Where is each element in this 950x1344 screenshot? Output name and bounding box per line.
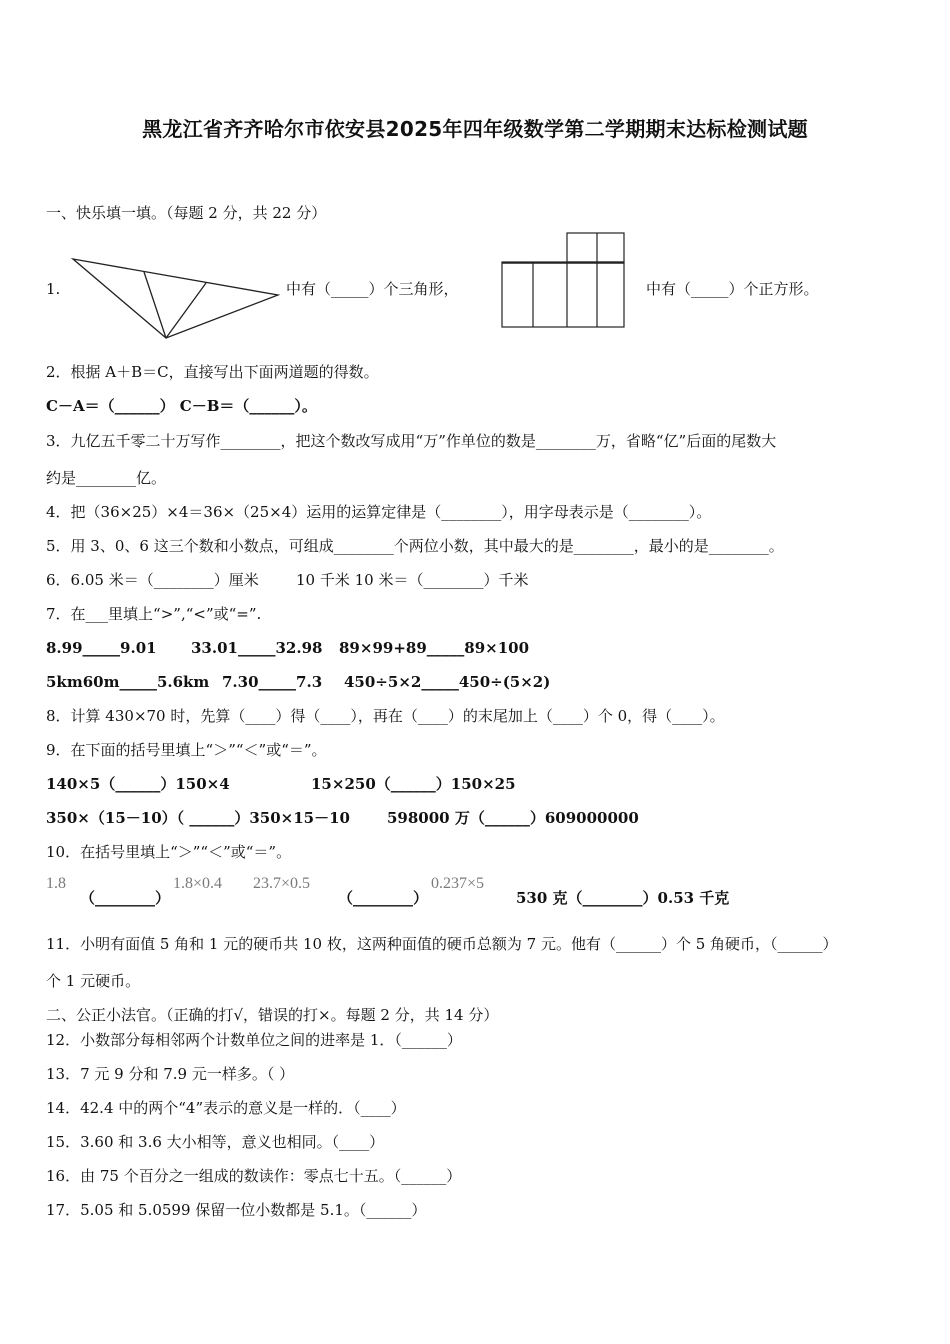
q8-text: 8．计算 430×70 时，先算（____）得（____），再在（____）的末尾加上（____）个 0，得（____）。: [46, 707, 725, 725]
q7-r1-c2: 33.01_____32.98: [191, 639, 323, 657]
q3-line2: 约是________亿。: [46, 469, 167, 487]
section-1-heading: 一、快乐填一填。（每题 2 分，共 22 分）: [46, 204, 327, 222]
q7-r1-c1: 8.99_____9.01: [46, 639, 157, 657]
tf-item-12: 12．小数部分每相邻两个计数单位之间的进率是 1．（______）: [46, 1031, 462, 1049]
q10-expr-3: 23.7×0.5: [253, 875, 311, 892]
tf-item-14: 14．42.4 中的两个“4”表示的意义是一样的．（____）: [46, 1099, 406, 1117]
q9-b: 15×250（______）150×25: [311, 775, 516, 793]
q10-expr-5: 530 克（________）0.53 千克: [516, 889, 730, 907]
page-title: 黑龙江省齐齐哈尔市依安县2025年四年级数学第二学期期末达标检测试题: [142, 117, 808, 141]
q7-r2-c2: 7.30_____7.3: [222, 673, 323, 691]
q5-text: 5．用 3、0、6 这三个数和小数点，可组成________个两位小数，其中最大的是________，最小的是________。: [46, 537, 784, 555]
triangle-figure: [70, 255, 282, 341]
q10-expr-2: 1.8×0.4: [173, 875, 223, 892]
q7-intro: 7．在___里填上“>”,“<”或“=”.: [46, 605, 262, 623]
section-2-heading: 二、公正小法官。（正确的打√，错误的打×。每题 2 分，共 14 分）: [46, 1006, 499, 1024]
q9-c: 350×（15－10）（ ______）350×15－10: [46, 809, 350, 827]
q1-triangle-text: 中有（_____）个三角形，: [286, 280, 459, 298]
q2-line2: C－A＝（______） C－B＝（______）。: [46, 397, 317, 415]
q6-part-b: 10 千米 10 米＝（________）千米: [296, 571, 529, 589]
q9-d: 598000 万（______）609000000: [387, 809, 639, 827]
tf-item-17: 17．5.05 和 5.0599 保留一位小数都是 5.1。（______）: [46, 1201, 427, 1219]
q1-number: 1.: [46, 280, 61, 298]
tf-item-15: 15．3.60 和 3.6 大小相等，意义也相同。（____）: [46, 1133, 385, 1151]
q7-r2-c3: 450÷5×2_____450÷(5×2): [344, 673, 551, 691]
q6-part-a: 6．6.05 米＝（________）厘米: [46, 571, 259, 589]
q10-expr-1: 1.8: [46, 875, 66, 892]
q1-square-text: 中有（_____）个正方形。: [646, 280, 819, 298]
q7-r2-c1: 5km60m_____5.6km: [46, 673, 210, 691]
q11-line1: 11．小明有面值 5 角和 1 元的硬币共 10 枚，这两种面值的硬币总额为 7 元。他有（______）个 5 角硬币，（______）: [46, 935, 838, 953]
q10-intro: 10．在括号里填上“＞”“＜”或“＝”。: [46, 843, 292, 861]
q9-a: 140×5（______）150×4: [46, 775, 230, 793]
q4-text: 4．把（36×25）×4＝36×（25×4）运用的运算定律是（________），用字母表示是（________）。: [46, 503, 712, 521]
tf-item-16: 16．由 75 个百分之一组成的数读作：零点七十五。（______）: [46, 1167, 462, 1185]
q7-r1-c3: 89×99+89_____89×100: [339, 639, 530, 657]
q10-blank-2: （________）: [338, 889, 429, 907]
squares-figure: [500, 231, 626, 330]
q3-line1: 3．九亿五千零二十万写作________，把这个数改写成用“万”作单位的数是________万，省略“亿”后面的尾数大: [46, 432, 777, 450]
q11-line2: 个 1 元硬币。: [46, 972, 141, 990]
q10-blank-1: （________）: [80, 889, 171, 907]
q2-line1: 2．根据 A＋B＝C，直接写出下面两道题的得数。: [46, 363, 379, 381]
q10-expr-4: 0.237×5: [431, 875, 485, 892]
tf-item-13: 13．7 元 9 分和 7.9 元一样多。（ ）: [46, 1065, 295, 1083]
q9-intro: 9．在下面的括号里填上“＞”“＜”或“＝”。: [46, 741, 327, 759]
